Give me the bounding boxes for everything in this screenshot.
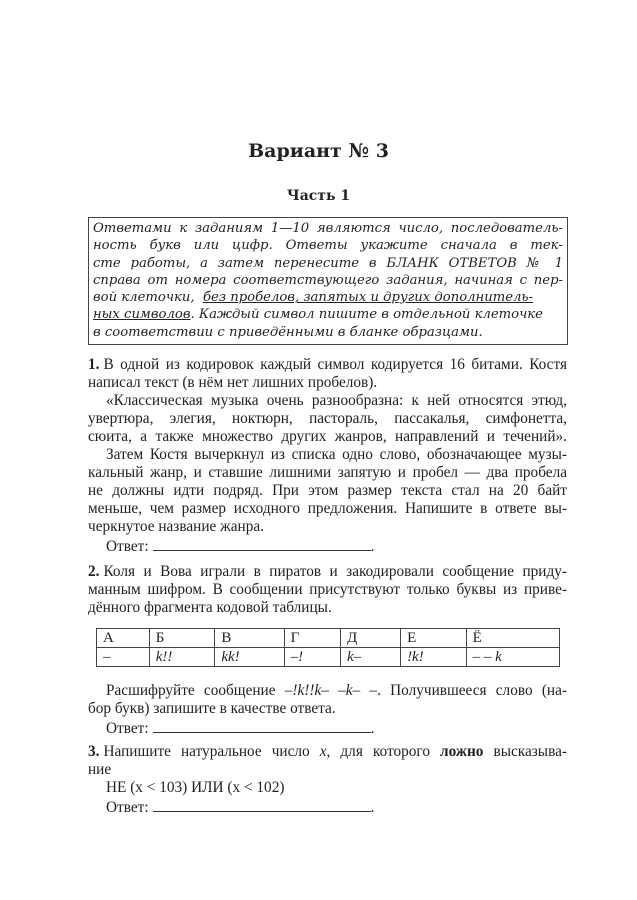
table-cell: А <box>97 629 150 648</box>
table-cell: k– <box>340 648 400 667</box>
table-cell: –! <box>284 648 340 667</box>
table-cell: kk! <box>215 648 284 667</box>
task-line: Затем Костя вычеркнул из списка одно слово, обозначающее музы- <box>106 446 567 463</box>
task-line: черкнутое название жанра. <box>88 518 264 535</box>
table-cell: Ё <box>466 629 559 648</box>
answer-end: . <box>370 799 375 816</box>
answer-row <box>88 718 567 736</box>
answer-field[interactable] <box>153 536 371 551</box>
instruction-line: в соответствии с приведёнными в бланке образцами. <box>93 324 483 340</box>
task-text: В одной из кодировок каждый символ кодируется 16 битами. Костя <box>103 356 567 373</box>
table-cell: !k! <box>401 648 467 667</box>
task-line: не должны идти подряд. При этом размер текста стал на 20 байт <box>88 482 567 499</box>
underlined-text: ных символов <box>93 307 191 323</box>
table-cell: Д <box>340 629 400 648</box>
task-line: ние <box>88 761 112 778</box>
task-line: кальный жанр, и ставшие лишними запятую и пробел — два пробела <box>88 464 567 481</box>
task-text: Коля и Вова играли в пиратов и закодировали сообщение приду- <box>103 563 567 580</box>
answer-label: Ответ: <box>106 720 149 737</box>
instruction-line: ность букв или цифр. Ответы укажите сначала в тек- <box>93 238 563 254</box>
instruction-line: сте работы, а затем перенесите в БЛАНК ОТВЕТОВ № 1 <box>93 255 563 271</box>
table-cell: – <box>97 648 150 667</box>
task-line: сюита, а также множество других жанров, направлений и течений». <box>88 428 567 445</box>
task-text: , для которого <box>326 743 430 760</box>
answer-field[interactable] <box>153 797 371 812</box>
task-line: дённого фрагмента кодовой таблицы. <box>88 599 332 616</box>
task-text: . Получившееся слово (на- <box>377 682 567 699</box>
table-cell: Б <box>149 629 215 648</box>
task-text: высказыва- <box>493 743 567 760</box>
page-title: Вариант № 3 <box>248 140 389 162</box>
task-line: бор букв) запишите в качестве ответа. <box>88 700 336 717</box>
instruction-line: Ответами к заданиям 1—10 являются число, последователь- <box>93 221 563 236</box>
answer-label: Ответ: <box>106 799 149 816</box>
table-cell: k!! <box>149 648 215 667</box>
table-row-letters <box>97 629 560 648</box>
logic-expression: НЕ (x < 103) ИЛИ (x < 102) <box>106 779 285 796</box>
task-number: 2. <box>88 563 100 580</box>
table-cell: – – k <box>466 648 559 667</box>
task-line: манным шифром. В сообщении присутствуют только буквы из приве- <box>88 581 567 598</box>
code-table <box>96 628 560 667</box>
task-2 <box>88 563 567 617</box>
part-heading: Часть 1 <box>286 188 351 204</box>
instruction-line <box>93 289 563 306</box>
task-line: увертюра, элегия, ноктюрн, пастораль, пассакалья, симфонетта, <box>88 410 567 427</box>
instructions-box <box>88 217 568 345</box>
task-line: написал текст (в нём нет лишних пробелов). <box>88 374 378 391</box>
task-line <box>88 356 567 374</box>
answer-field[interactable] <box>153 718 371 733</box>
table-cell: Е <box>401 629 467 648</box>
task-line: меньше, чем размер исходного предложения. Напишите в ответе вы- <box>88 500 567 517</box>
task-line <box>88 743 567 761</box>
instruction-text: . Каждый символ пишите в отдельной клеточке <box>190 307 543 323</box>
encoded-message: –!k!!k– –k– – <box>284 682 378 699</box>
table-cell: Г <box>284 629 340 648</box>
answer-label: Ответ: <box>106 538 149 555</box>
task-2-continued <box>88 682 567 736</box>
task-3 <box>88 743 567 815</box>
task-text: Расшифруйте сообщение <box>106 682 276 699</box>
instruction-text: вой клеточки, <box>93 290 195 306</box>
task-number: 1. <box>88 356 100 373</box>
answer-end: . <box>370 538 375 555</box>
task-line <box>88 563 567 581</box>
underlined-text: без пробелов, запятых и других дополнитель- <box>202 290 534 306</box>
task-line <box>88 682 567 700</box>
task-number: 3. <box>88 743 100 760</box>
answer-row <box>88 797 567 815</box>
task-1 <box>88 356 567 554</box>
instruction-line <box>93 306 563 323</box>
answer-row <box>88 536 567 554</box>
emphasis: ложно <box>440 743 484 760</box>
task-line: «Классическая музыка очень разнообразна: к ней относятся этюд, <box>106 392 567 409</box>
instruction-line: справа от номера соответствующего задания, начиная с пер- <box>93 272 563 288</box>
task-text: Напишите натуральное число <box>103 743 310 760</box>
answer-end: . <box>370 720 375 737</box>
table-cell: В <box>215 629 284 648</box>
variable: x <box>319 743 327 760</box>
table-row-codes <box>97 648 560 667</box>
